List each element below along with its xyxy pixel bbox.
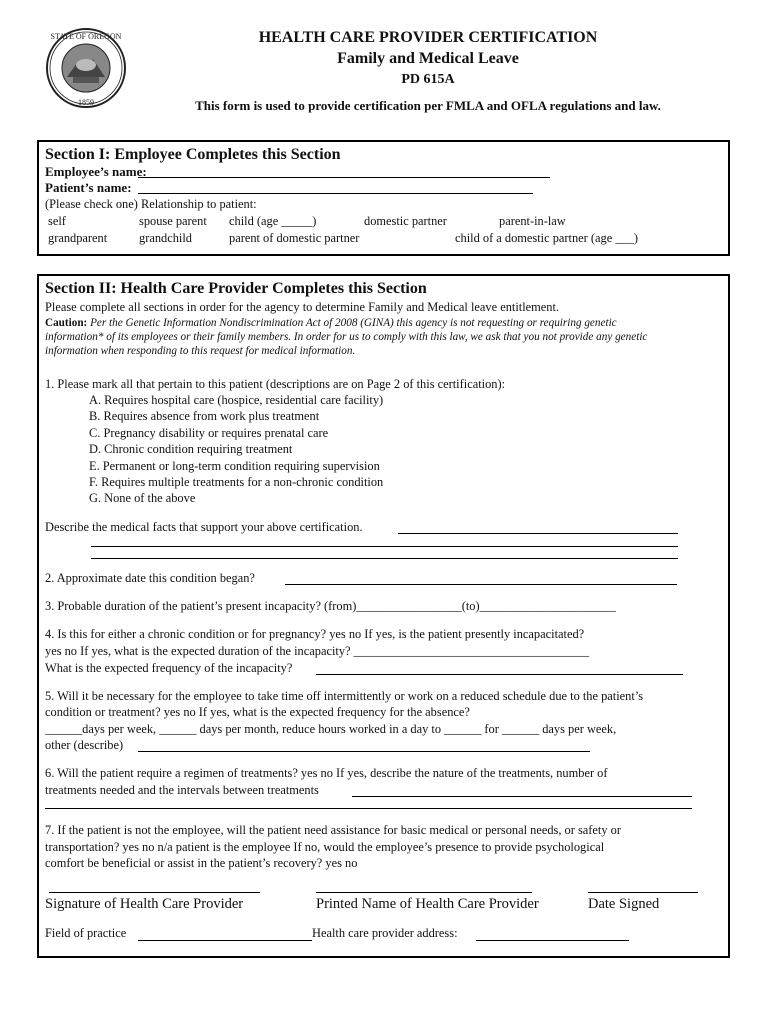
option-b[interactable]: B. Requires absence from work plus treatment — [89, 409, 320, 423]
medical-facts-line-1[interactable] — [398, 533, 678, 534]
relationship-option-grandparent[interactable]: grandparent — [48, 231, 108, 245]
form-title: HEALTH CARE PROVIDER CERTIFICATION — [258, 29, 598, 46]
provider-address-label: Health care provider address: — [312, 926, 458, 940]
patient-name-field[interactable] — [138, 193, 533, 194]
form-number: PD 615A — [401, 72, 455, 87]
caution-label: Caution: — [45, 317, 88, 329]
other-describe-field[interactable] — [138, 751, 590, 752]
caution-line-1 — [45, 317, 617, 329]
field-of-practice-field[interactable] — [138, 940, 312, 941]
caution-line-2: information* of its employees or their family members. In order for us to comply with this law, we ask that you not provide any genetic — [45, 331, 648, 343]
question-3: 3. Probable duration of the patient’s present incapacity? (from)_________________(to)______________________ — [45, 599, 616, 613]
question-1: 1. Please mark all that pertain to this patient (descriptions are on Page 2 of this certification): — [45, 377, 506, 391]
incapacity-frequency-field[interactable] — [316, 674, 683, 675]
option-a[interactable]: A. Requires hospital care (hospice, residential care facility) — [89, 393, 384, 407]
treatments-field-2[interactable] — [45, 808, 692, 809]
form-intro: This form is used to provide certification per FMLA and OFLA regulations and law. — [195, 98, 661, 113]
employee-name-label: Employee’s name: — [45, 164, 147, 179]
relationship-option-parent-of-domestic-partner[interactable]: parent of domestic partner — [229, 231, 360, 245]
option-e[interactable]: E. Permanent or long-term condition requiring supervision — [89, 459, 380, 473]
option-d[interactable]: D. Chronic condition requiring treatment — [89, 442, 293, 456]
relationship-option-child-of-domestic-partner[interactable]: child of a domestic partner (age ___) — [455, 231, 639, 245]
question-6-line-1: 6. Will the patient require a regimen of treatments? yes no If yes, describe the nature of the treatments, number of — [45, 766, 608, 780]
question-5-line-4: other (describe) — [45, 738, 124, 752]
section-1-heading: Section I: Employee Completes this Section — [45, 146, 341, 163]
employee-name-field[interactable] — [138, 177, 550, 178]
seal-top-text: STATE OF OREGON — [50, 32, 122, 41]
caution-line-3: information when responding to this request for medical information. — [45, 345, 356, 357]
provider-address-field[interactable] — [476, 940, 629, 941]
question-7-line-3: comfort be beneficial or assist in the patient’s recovery? yes no — [45, 856, 358, 870]
question-7-line-1: 7. If the patient is not the employee, will the patient need assistance for basic medical or personal needs, or safety or — [45, 823, 621, 837]
patient-name-label: Patient’s name: — [45, 180, 132, 195]
question-5-line-3: ______days per week, ______ days per month, reduce hours worked in a day to ______ for ______ days per week, — [45, 722, 617, 736]
medical-facts-line-2[interactable] — [91, 546, 678, 547]
signature-label: Signature of Health Care Provider — [45, 896, 244, 912]
relationship-option-self[interactable]: self — [48, 214, 66, 228]
printed-name-field[interactable] — [316, 892, 532, 893]
medical-facts-line-3[interactable] — [91, 558, 678, 559]
date-signed-label: Date Signed — [588, 896, 660, 912]
question-4-line-3: What is the expected frequency of the incapacity? — [45, 661, 293, 675]
printed-name-label: Printed Name of Health Care Provider — [316, 896, 539, 912]
caution-text-1: Per the Genetic Information Nondiscrimination Act of 2008 (GINA) this agency is not requesting or requiring genetic — [90, 317, 617, 329]
relationship-option-spouse-parent[interactable]: spouse parent — [139, 214, 207, 228]
question-5-line-1: 5. Will it be necessary for the employee to take time off intermittently or work on a reduced schedule due to the patient’s — [45, 689, 644, 703]
question-7-line-2: transportation? yes no n/a patient is the employee If no, would the employee’s presence to provide psychological — [45, 840, 605, 854]
question-4-line-1: 4. Is this for either a chronic condition or for pregnancy? yes no If yes, is the patient presently incapacitated? — [45, 627, 585, 641]
form-subtitle: Family and Medical Leave — [337, 50, 519, 67]
relationship-option-domestic-partner[interactable]: domestic partner — [364, 214, 447, 228]
relationship-option-child[interactable]: child (age _____) — [229, 214, 317, 228]
option-f[interactable]: F. Requires multiple treatments for a non-chronic condition — [89, 475, 384, 489]
relationship-option-parent-in-law[interactable]: parent-in-law — [499, 214, 566, 228]
provider-signature-field[interactable] — [49, 892, 260, 893]
relationship-prompt: (Please check one) Relationship to patient: — [45, 197, 257, 211]
condition-began-field[interactable] — [285, 584, 677, 585]
treatments-field-1[interactable] — [352, 796, 692, 797]
question-6-line-2: treatments needed and the intervals between treatments — [45, 783, 319, 797]
section-2-instructions: Please complete all sections in order for the agency to determine Family and Medical leave entitlement. — [45, 300, 560, 314]
relationship-option-grandchild[interactable]: grandchild — [139, 231, 192, 245]
section-2-heading: Section II: Health Care Provider Completes this Section — [45, 280, 427, 297]
describe-medical-facts: Describe the medical facts that support your above certification. — [45, 520, 363, 534]
option-g[interactable]: G. None of the above — [89, 491, 196, 505]
option-c[interactable]: C. Pregnancy disability or requires prenatal care — [89, 426, 329, 440]
question-5-line-2: condition or treatment? yes no If yes, what is the expected frequency for the absence? — [45, 705, 470, 719]
question-4-line-2: yes no If yes, what is the expected duration of the incapacity? ______________________________________ — [45, 644, 590, 658]
seal-year: 1859 — [78, 98, 94, 107]
field-of-practice-label: Field of practice — [45, 926, 127, 940]
question-2: 2. Approximate date this condition began? — [45, 571, 255, 585]
date-signed-field[interactable] — [588, 892, 698, 893]
